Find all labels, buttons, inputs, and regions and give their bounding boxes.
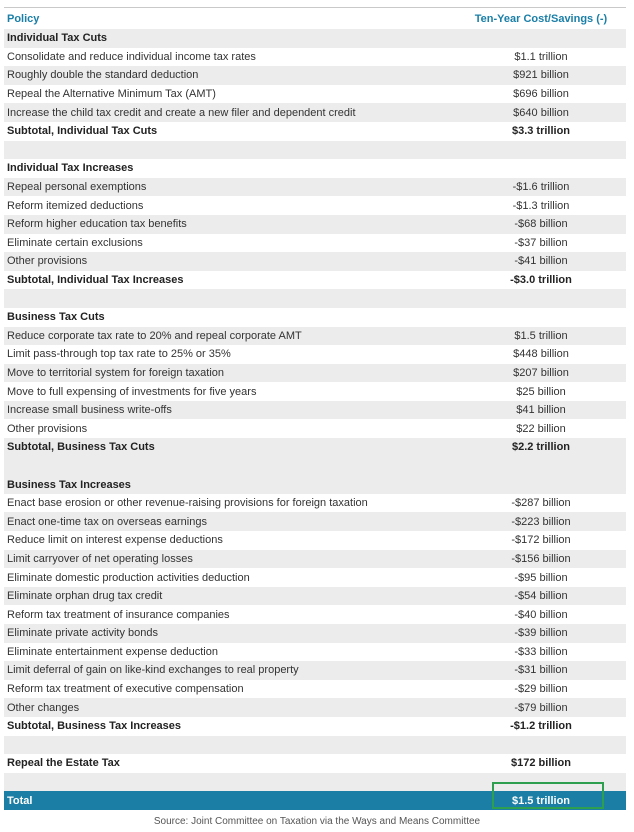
subtotal-row xyxy=(4,438,626,457)
subtotal-row xyxy=(4,122,626,141)
spacer-row xyxy=(4,457,626,476)
table-row xyxy=(4,605,626,624)
table-row xyxy=(4,624,626,643)
table-row xyxy=(4,382,626,401)
source-note: Source: Joint Committee on Taxation via the Ways and Means Committee xyxy=(153,816,481,827)
header-value: Ten-Year Cost/Savings (-) xyxy=(474,12,608,25)
policy-cell: Subtotal, Individual Tax Increases xyxy=(7,274,184,287)
value-cell: $1.5 trillion xyxy=(514,329,568,342)
policy-cell: Eliminate private activity bonds xyxy=(7,627,159,640)
value-cell: -$29 billion xyxy=(514,683,568,696)
policy-cell: Subtotal, Business Tax Cuts xyxy=(7,441,155,454)
policy-cell: Reduce limit on interest expense deductions xyxy=(7,534,223,547)
spacer-row xyxy=(4,141,626,160)
policy-cell: Repeal the Estate Tax xyxy=(7,757,120,770)
policy-cell: Eliminate domestic production activities deduction xyxy=(7,571,250,584)
value-cell: -$37 billion xyxy=(514,236,568,249)
section-heading-row xyxy=(4,475,626,494)
table-row xyxy=(4,531,626,550)
table-row xyxy=(4,643,626,662)
policy-cell: Individual Tax Cuts xyxy=(7,32,108,45)
table-row xyxy=(4,680,626,699)
table-body xyxy=(4,29,626,791)
policy-cell: Subtotal, Individual Tax Cuts xyxy=(7,125,158,138)
value-cell: -$54 billion xyxy=(514,590,568,603)
policy-cell: Subtotal, Business Tax Increases xyxy=(7,720,182,733)
total-label: Total xyxy=(7,794,33,807)
table-row xyxy=(4,512,626,531)
value-cell: -$79 billion xyxy=(514,701,568,714)
policy-cell: Increase small business write-offs xyxy=(7,404,172,417)
value-cell: -$1.2 trillion xyxy=(510,720,572,733)
policy-cell: Consolidate and reduce individual income tax rates xyxy=(7,50,256,63)
value-cell: $696 billion xyxy=(513,88,569,101)
policy-cell: Eliminate entertainment expense deduction xyxy=(7,645,218,658)
policy-cell: Increase the child tax credit and create a new filer and dependent credit xyxy=(7,106,356,119)
policy-cell: Eliminate certain exclusions xyxy=(7,236,143,249)
header-policy: Policy xyxy=(7,12,40,25)
spacer-row xyxy=(4,289,626,308)
value-cell: -$1.6 trillion xyxy=(512,181,570,194)
policy-cell: Individual Tax Increases xyxy=(7,162,134,175)
policy-cell: Other provisions xyxy=(7,255,88,268)
policy-cell: Reform tax treatment of insurance companies xyxy=(7,608,230,621)
tax-policy-table xyxy=(4,7,626,810)
policy-cell: Limit carryover of net operating losses xyxy=(7,552,193,565)
policy-cell: Limit deferral of gain on like-kind exchanges to real property xyxy=(7,664,299,677)
policy-cell: Move to territorial system for foreign taxation xyxy=(7,366,225,379)
table-row xyxy=(4,85,626,104)
policy-cell: Reduce corporate tax rate to 20% and repeal corporate AMT xyxy=(7,329,302,342)
value-cell: -$95 billion xyxy=(514,571,568,584)
policy-cell: Other changes xyxy=(7,701,80,714)
table-row xyxy=(4,234,626,253)
table-header xyxy=(4,7,626,29)
table-row xyxy=(4,494,626,513)
policy-cell: Business Tax Cuts xyxy=(7,311,105,324)
value-cell: -$40 billion xyxy=(514,608,568,621)
policy-cell: Roughly double the standard deduction xyxy=(7,69,199,82)
subtotal-row xyxy=(4,271,626,290)
value-cell: -$39 billion xyxy=(514,627,568,640)
value-cell: $22 billion xyxy=(516,422,566,435)
table-row xyxy=(4,215,626,234)
value-cell: $207 billion xyxy=(513,366,569,379)
value-cell: -$223 billion xyxy=(511,515,571,528)
spacer-row xyxy=(4,736,626,755)
value-cell: -$68 billion xyxy=(514,218,568,231)
table-row xyxy=(4,178,626,197)
value-cell: $921 billion xyxy=(513,69,569,82)
table-row xyxy=(4,401,626,420)
policy-cell: Reform itemized deductions xyxy=(7,199,144,212)
policy-cell: Reform higher education tax benefits xyxy=(7,218,187,231)
policy-cell: Enact one-time tax on overseas earnings xyxy=(7,515,207,528)
section-heading-row xyxy=(4,308,626,327)
section-heading-row xyxy=(4,29,626,48)
policy-cell: Repeal the Alternative Minimum Tax (AMT) xyxy=(7,88,216,101)
total-row xyxy=(4,791,626,810)
value-cell: -$41 billion xyxy=(514,255,568,268)
subtotal-row xyxy=(4,717,626,736)
table-row xyxy=(4,364,626,383)
policy-cell: Eliminate orphan drug tax credit xyxy=(7,590,163,603)
policy-cell: Move to full expensing of investments for five years xyxy=(7,385,257,398)
value-cell: -$172 billion xyxy=(511,534,571,547)
value-cell: $3.3 trillion xyxy=(511,125,571,138)
value-cell: $41 billion xyxy=(516,404,566,417)
value-cell: $1.1 trillion xyxy=(514,50,568,63)
subtotal-row xyxy=(4,754,626,773)
table-row xyxy=(4,698,626,717)
value-cell: -$3.0 trillion xyxy=(510,274,572,287)
value-cell: $448 billion xyxy=(513,348,569,361)
policy-cell: Limit pass-through top tax rate to 25% or 35% xyxy=(7,348,231,361)
spacer-row xyxy=(4,773,626,792)
table-row xyxy=(4,327,626,346)
table-row xyxy=(4,66,626,85)
table-row xyxy=(4,103,626,122)
table-row xyxy=(4,661,626,680)
value-cell: $172 billion xyxy=(511,757,571,770)
value-cell: -$287 billion xyxy=(511,497,571,510)
value-cell: $2.2 trillion xyxy=(511,441,571,454)
value-cell: -$156 billion xyxy=(511,552,571,565)
policy-cell: Other provisions xyxy=(7,422,88,435)
table-row xyxy=(4,568,626,587)
table-row xyxy=(4,196,626,215)
value-cell: -$1.3 trillion xyxy=(512,199,570,212)
policy-cell: Reform tax treatment of executive compensation xyxy=(7,683,244,696)
table-row xyxy=(4,345,626,364)
table-row xyxy=(4,587,626,606)
policy-cell: Repeal personal exemptions xyxy=(7,181,147,194)
policy-cell: Enact base erosion or other revenue-raising provisions for foreign taxation xyxy=(7,497,368,510)
value-cell: -$33 billion xyxy=(514,645,568,658)
section-heading-row xyxy=(4,159,626,178)
table-row xyxy=(4,48,626,67)
value-cell: $640 billion xyxy=(513,106,569,119)
table-row xyxy=(4,252,626,271)
table-row xyxy=(4,550,626,569)
total-value: $1.5 trillion xyxy=(511,794,571,807)
policy-cell: Business Tax Increases xyxy=(7,478,131,491)
table-row xyxy=(4,419,626,438)
value-cell: -$31 billion xyxy=(514,664,568,677)
value-cell: $25 billion xyxy=(516,385,566,398)
